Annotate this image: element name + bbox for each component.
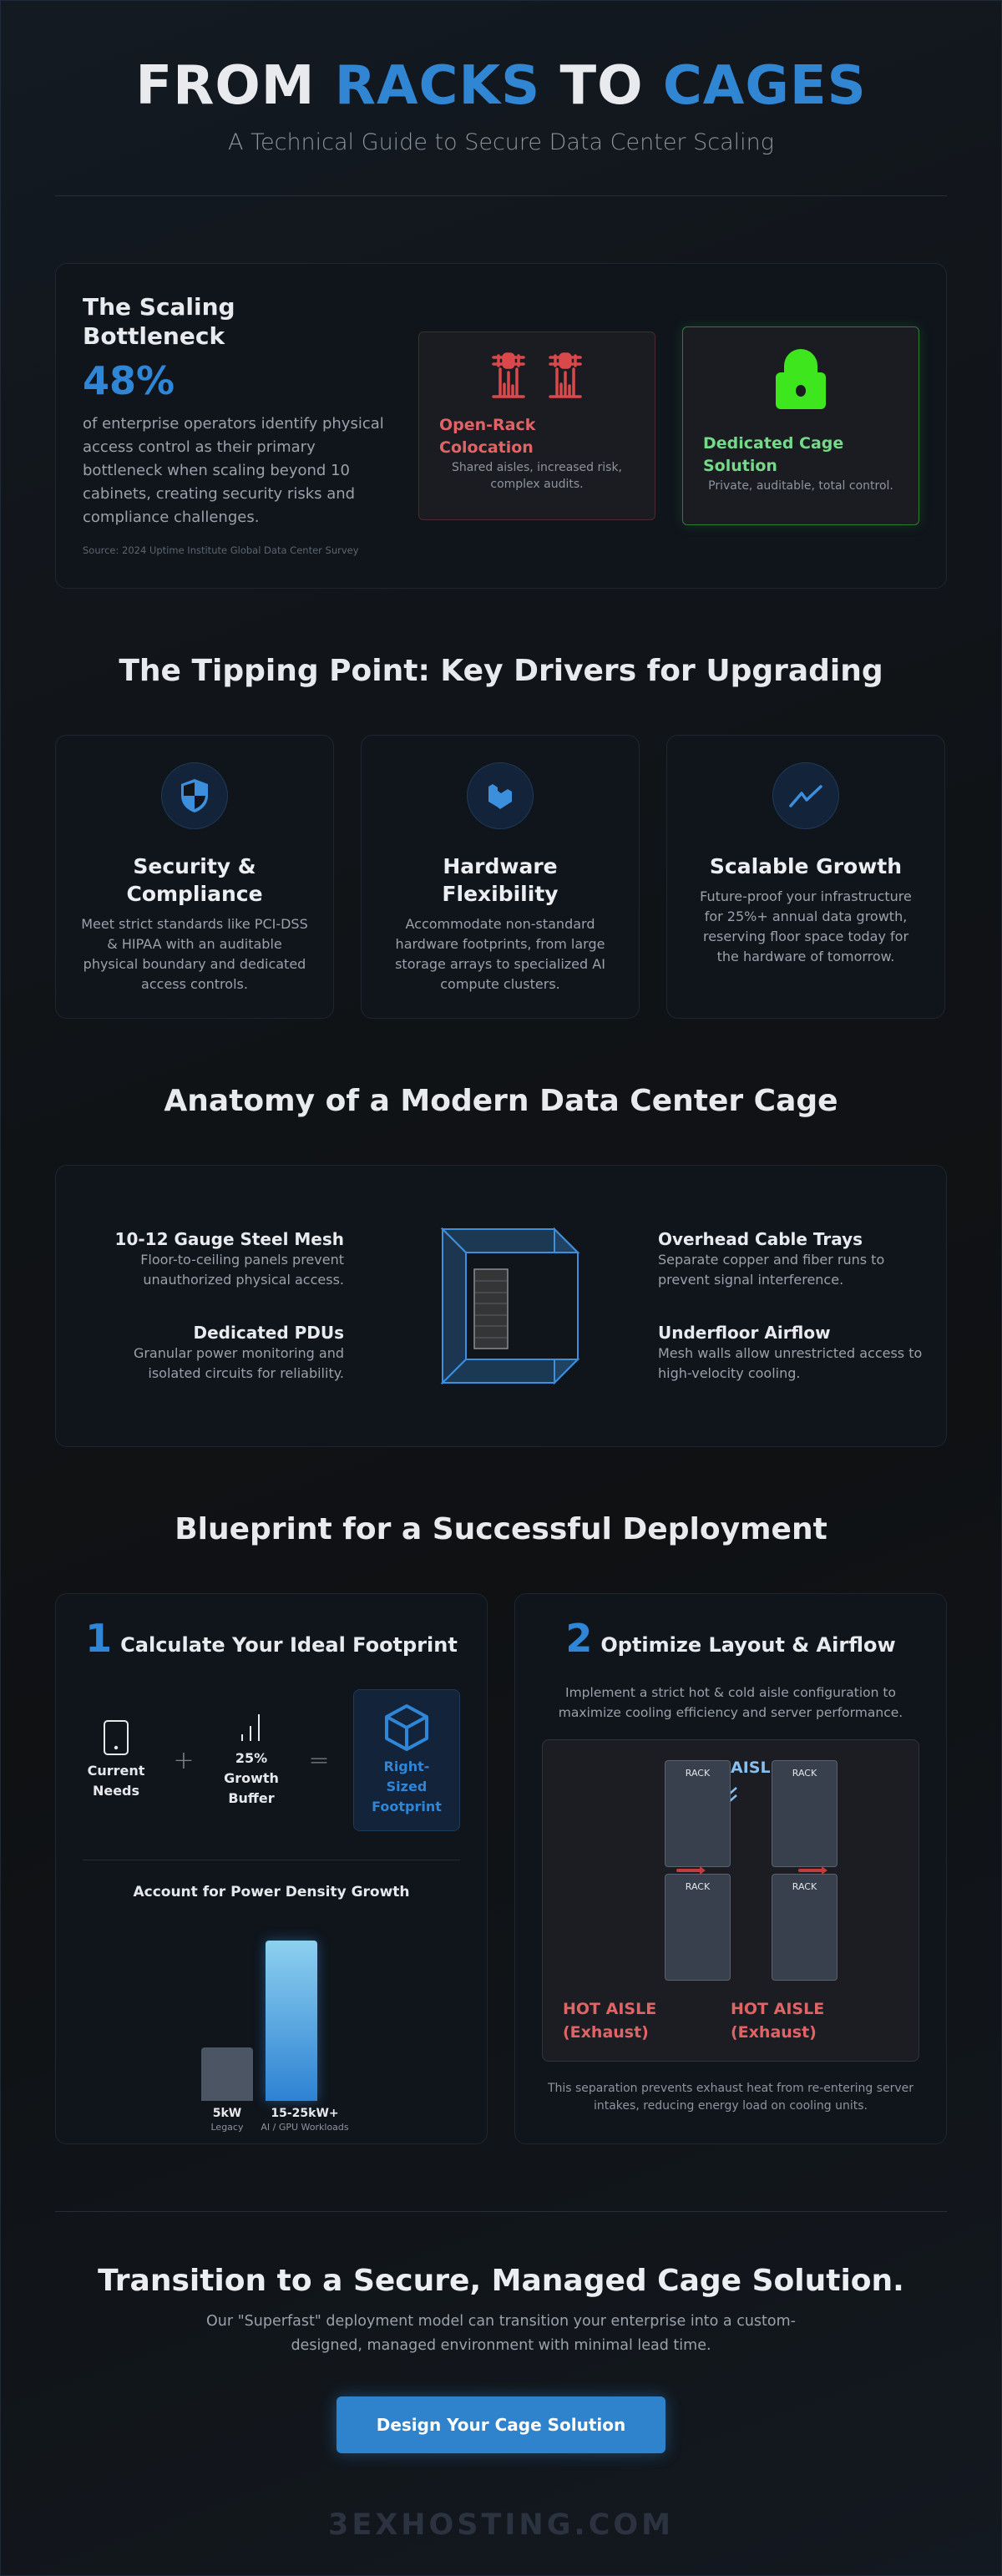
bar-value: 15-25kW+ [271, 2107, 339, 2120]
bar-labels [83, 2106, 460, 2148]
dedicated-cage-title: Dedicated Cage Solution [703, 434, 844, 475]
step2-intro: Implement a strict hot & cold aisle configuration to maximize cooling efficiency and server performance. [558, 1685, 903, 1720]
title-part: FROM [135, 55, 335, 117]
anatomy-left [77, 1228, 344, 1384]
open-rack-icons [439, 352, 635, 402]
step1-header [83, 1617, 460, 1659]
brand-logo: 3EXHOSTING.COM [328, 2508, 674, 2542]
step-number: 1 [85, 1616, 113, 1661]
dedicated-cage-description: Private, auditable, total control. [708, 479, 893, 493]
dedicated-cage-card [682, 326, 919, 525]
drivers-title: The Tipping Point: Key Drivers for Upgrading [119, 654, 883, 688]
anatomy-item-title: 10-12 Gauge Steel Mesh [114, 1229, 344, 1249]
bottleneck-text [83, 292, 396, 559]
cube-icon [384, 1703, 429, 1752]
bar-caption: Legacy [210, 2122, 244, 2133]
shield-icon [179, 777, 210, 814]
blueprint-grid [55, 1593, 947, 2144]
bar-caption: AI / GPU Workloads [261, 2122, 349, 2133]
growth-pct: 25% [235, 1749, 268, 1766]
title-part-accent: RACKS [334, 55, 541, 117]
step2-card [514, 1593, 947, 2144]
anatomy-item-text: Separate copper and fiber runs to prevent signal interference. [658, 1252, 885, 1288]
anatomy-right [658, 1228, 925, 1384]
bar-legacy [201, 2047, 253, 2101]
bottleneck-title: The Scaling Bottleneck [83, 293, 235, 350]
anatomy-item-title: Overhead Cable Trays [658, 1229, 863, 1249]
step1-card [55, 1593, 488, 2144]
bar-ai-gpu [266, 1941, 317, 2101]
power-density-title: Account for Power Density Growth [133, 1884, 410, 1900]
anatomy-item [658, 1322, 925, 1384]
blueprint-title: Blueprint for a Successful Deployment [175, 1512, 827, 1546]
growth-label: Growth Buffer [224, 1769, 279, 1806]
open-rack-description: Shared aisles, increased risk, complex audits. [451, 461, 623, 491]
comparison-cards [396, 292, 919, 559]
bottleneck-card [55, 263, 947, 589]
open-rack-title: Open-Rack Colocation [439, 416, 536, 457]
driver-title: Hardware Flexibility [442, 854, 559, 906]
anatomy-item-title: Dedicated PDUs [193, 1323, 344, 1343]
anatomy-title: Anatomy of a Modern Data Center Cage [164, 1084, 838, 1118]
power-bar-chart [83, 1917, 460, 2101]
divider [55, 2211, 947, 2212]
footprint-formula [83, 1689, 460, 1831]
driver-title: Scalable Growth [709, 854, 903, 878]
page-subtitle: A Technical Guide to Secure Data Center Scaling [228, 129, 774, 155]
right-sized-footprint [353, 1689, 460, 1831]
exhaust-arrow-icon [798, 1869, 823, 1872]
cold-aisle-label: AISL [731, 1759, 771, 1777]
title-part: TO [540, 55, 663, 117]
anatomy-item-text: Floor-to-ceiling panels prevent unauthorized physical access. [140, 1252, 344, 1288]
driver-card-hardware [361, 735, 640, 1019]
page-title [55, 1, 947, 119]
driver-text: Future-proof your infrastructure for 25%+ annual data growth, reserving floor space today for the hardware of tomorrow. [700, 888, 912, 964]
current-needs [83, 1720, 149, 1801]
cage-diagram-icon [419, 1222, 603, 1389]
step-title: Optimize Layout & Airflow [600, 1633, 896, 1657]
divider [55, 195, 947, 196]
result-label: Right-Sized Footprint [372, 1759, 442, 1814]
driver-text: Meet strict standards like PCI-DSS & HIPAA with an auditable physical boundary and dedicated access controls. [81, 916, 308, 992]
step2-header [542, 1617, 919, 1659]
driver-card-growth [666, 735, 945, 1019]
hot-aisle-label: HOT AISLE (Exhaust) [563, 2000, 657, 2042]
rack: RACK [772, 1760, 838, 1867]
anatomy-item [77, 1228, 344, 1290]
hot-aisle-label: HOT AISLE (Exhaust) [731, 2000, 825, 2042]
icon-circle [467, 762, 534, 829]
bottleneck-source: Source: 2024 Uptime Institute Global Data Center Survey [83, 544, 359, 556]
bottleneck-stat: 48% [83, 358, 175, 403]
driver-text: Accommodate non-standard hardware footprints, from large storage arrays to specialized AI compute clusters. [395, 916, 605, 992]
rack: RACK [665, 1874, 731, 1981]
exhaust-arrow-icon [676, 1869, 701, 1872]
title-part-accent: CAGES [662, 55, 867, 117]
cta-text: Our "Superfast" deployment model can transition your enterprise into a custom-designed, managed environment with minimal lead time. [206, 2313, 796, 2354]
bottleneck-description: of enterprise operators identify physical access control as their primary bottleneck when scaling beyond 10 cabinets, creating security risks and compliance challenges. [83, 415, 384, 526]
lock-icon-wrap [703, 347, 898, 407]
growth-buffer [218, 1713, 285, 1809]
trend-up-icon [788, 783, 823, 808]
step2-footer: This separation prevents exhaust heat from re-entering server intakes, reducing energy load on cooling units. [547, 2082, 914, 2113]
open-rack-card [418, 331, 655, 520]
anatomy-item [77, 1322, 344, 1384]
rack: RACK [665, 1760, 731, 1867]
rack: RACK [772, 1874, 838, 1981]
anatomy-item-text: Mesh walls allow unrestricted access to high-velocity cooling. [658, 1345, 923, 1381]
anatomy-item [658, 1228, 925, 1290]
icon-circle [772, 762, 839, 829]
hardware-icon [486, 782, 514, 810]
aisle-diagram [542, 1739, 919, 2062]
equals-sign: = [308, 1745, 330, 1775]
anatomy-item-title: Underfloor Airflow [658, 1323, 831, 1343]
design-cage-button[interactable]: Design Your Cage Solution [337, 2396, 665, 2453]
icon-circle [161, 762, 228, 829]
driver-title: Security & Compliance [126, 854, 263, 906]
cta-title: Transition to a Secure, Managed Cage Solution. [98, 2264, 904, 2298]
bar-value: 5kW [212, 2107, 242, 2120]
device-icon [104, 1720, 129, 1755]
lock-icon [774, 347, 827, 411]
bar-label-legacy [201, 2106, 253, 2133]
step-title: Calculate Your Ideal Footprint [120, 1633, 458, 1657]
open-rack-icon [548, 352, 583, 399]
signal-bars-icon [239, 1713, 264, 1743]
anatomy-item-text: Granular power monitoring and isolated circuits for reliability. [133, 1345, 344, 1381]
anatomy-card [55, 1165, 947, 1447]
plus-sign: + [173, 1745, 195, 1775]
drivers-grid [55, 735, 947, 1019]
bar-label-ai [253, 2106, 357, 2133]
step-number: 2 [565, 1616, 593, 1661]
driver-card-security [55, 735, 334, 1019]
open-rack-icon [491, 352, 526, 399]
current-needs-label: Current Needs [87, 1762, 145, 1799]
